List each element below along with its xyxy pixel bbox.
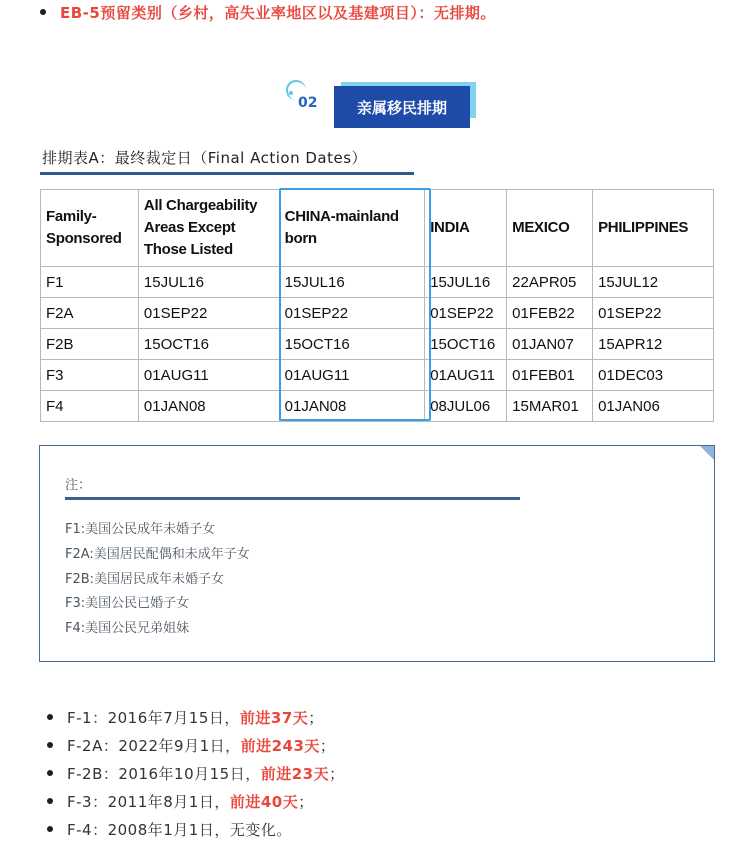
table-cell: 15OCT16 [138, 329, 279, 360]
section-number-dot-icon [289, 91, 293, 95]
summary-text: F-2B：2016年10月15日， [67, 765, 261, 783]
list-item [47, 704, 345, 732]
table-cell: F4 [41, 391, 139, 422]
table-row [41, 267, 714, 298]
table-cell: 01FEB22 [507, 298, 593, 329]
table-cell: F3 [41, 360, 139, 391]
advance-highlight: 前进23天 [260, 765, 330, 783]
table-cell: 01SEP22 [279, 298, 425, 329]
summary-text: F-2A：2022年9月1日， [67, 737, 241, 755]
section-title: 亲属移民排期 [334, 86, 470, 128]
advance-highlight: 前进40天 [229, 793, 299, 811]
bullet-dot [47, 770, 53, 776]
table-cell: 01JAN08 [138, 391, 279, 422]
notes-label: 注： [65, 478, 92, 493]
list-item [47, 760, 345, 788]
list-item: F2A:美国居民配偶和未成年子女 [65, 546, 250, 562]
advance-highlight: 前进37天 [239, 709, 309, 727]
notes-list [65, 518, 250, 642]
list-item [47, 788, 345, 816]
list-item: F2B:美国居民成年未婚子女 [65, 571, 225, 587]
table-cell: 01JAN06 [593, 391, 714, 422]
table-cell: 15MAR01 [507, 391, 593, 422]
table-row [41, 391, 714, 422]
table-cell: 01AUG11 [425, 360, 507, 391]
header-india: INDIA [425, 190, 507, 267]
summary-text: F-4：2008年1月1日，无变化。 [67, 821, 292, 839]
table-cell: F2B [41, 329, 139, 360]
table-cell: 01DEC03 [593, 360, 714, 391]
header-mexico: MEXICO [507, 190, 593, 267]
table-cell: 15JUL16 [138, 267, 279, 298]
summary-list [47, 704, 345, 844]
table-cell: 08JUL06 [425, 391, 507, 422]
summary-text: F-3：2011年8月1日， [67, 793, 230, 811]
list-item [47, 816, 345, 844]
bullet-dot [40, 9, 46, 15]
list-item: F1:美国公民成年未婚子女 [65, 522, 216, 537]
bullet-dot [47, 714, 53, 720]
table-cell: 15JUL12 [593, 267, 714, 298]
table-cell: F1 [41, 267, 139, 298]
eb5-reserved-bullet [40, 2, 496, 23]
table-cell: 01JAN07 [507, 329, 593, 360]
table-cell: 15OCT16 [279, 329, 425, 360]
eb5-reserved-text: EB-5预留类别（乡村，高失业率地区以及基建项目）：无排期。 [60, 4, 496, 22]
table-cell: 01FEB01 [507, 360, 593, 391]
table-cell: 01SEP22 [425, 298, 507, 329]
table-cell: 01JAN08 [279, 391, 425, 422]
summary-tail: ； [329, 765, 345, 783]
table-cell: 15OCT16 [425, 329, 507, 360]
table-cell: 15APR12 [593, 329, 714, 360]
notes-box [39, 445, 715, 662]
table-cell: F2A [41, 298, 139, 329]
table-row [41, 360, 714, 391]
summary-text: F-1：2016年7月15日， [67, 709, 240, 727]
table-row [41, 329, 714, 360]
table-cell: 15JUL16 [279, 267, 425, 298]
table-cell: 01AUG11 [138, 360, 279, 391]
bullet-dot [47, 798, 53, 804]
bullet-dot [47, 742, 53, 748]
table-cell: 15JUL16 [425, 267, 507, 298]
section-number: 02 [298, 95, 318, 111]
table-cell: 01AUG11 [279, 360, 425, 391]
list-item [47, 732, 345, 760]
priority-date-table [40, 189, 714, 422]
table-title: 排期表A：最终裁定日（Final Action Dates） [42, 149, 368, 167]
header-family-sponsored: Family-Sponsored [41, 190, 139, 267]
list-item: F4:美国公民兄弟姐妹 [65, 621, 190, 637]
notes-divider [65, 497, 520, 500]
table-cell: 22APR05 [507, 267, 593, 298]
list-item: F3:美国公民已婚子女 [65, 596, 190, 612]
table-cell: 01SEP22 [138, 298, 279, 329]
header-china: CHINA-mainland born [279, 190, 425, 267]
header-philippines: PHILIPPINES [593, 190, 714, 267]
summary-tail: ； [298, 793, 314, 811]
summary-tail: ； [319, 737, 336, 755]
header-all-chargeability: All Chargeability Areas Except Those Listed [138, 190, 279, 267]
title-divider [40, 172, 414, 175]
summary-tail: ； [308, 709, 324, 727]
table-header-row [41, 190, 714, 267]
advance-highlight: 前进243天 [240, 737, 320, 755]
bullet-dot [47, 826, 53, 832]
table-cell: 01SEP22 [593, 298, 714, 329]
table-row [41, 298, 714, 329]
corner-fold-icon [700, 446, 714, 460]
